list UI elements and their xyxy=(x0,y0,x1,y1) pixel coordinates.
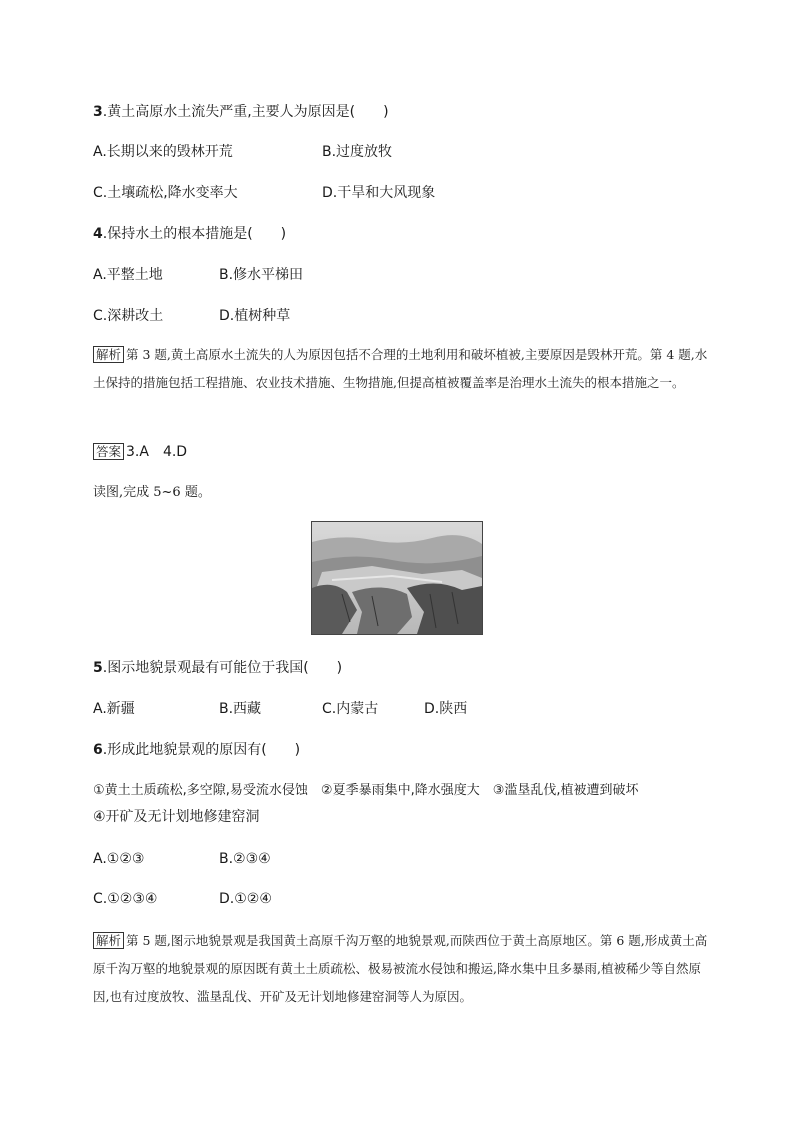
option-c: C.内蒙古 xyxy=(322,701,379,717)
option-d: D.陕西 xyxy=(424,701,468,717)
option-c: C.深耕改土 xyxy=(93,308,164,324)
option-b: B.修水平梯田 xyxy=(219,267,304,283)
question-6-items-line-2: ④开矿及无计划地修建窑洞 xyxy=(93,809,260,825)
question-6-items-line-1: ①黄土土质疏松,多空隙,易受流水侵蚀 ②夏季暴雨集中,降水强度大 ③滥垦乱伐,植被遭到破坏 xyxy=(93,783,639,798)
answer-tag: 答案 xyxy=(93,443,124,460)
explanation-tag: 解析 xyxy=(93,346,124,363)
question-4 xyxy=(93,225,286,243)
question-5 xyxy=(93,659,342,677)
option-b: B.西藏 xyxy=(219,701,262,717)
question-number: 5 xyxy=(93,660,103,676)
option-c: C.土壤疏松,降水变率大 xyxy=(93,185,238,201)
option-b: B.②③④ xyxy=(219,851,271,867)
explanation-tag: 解析 xyxy=(93,932,124,949)
option-a: A.①②③ xyxy=(93,851,145,867)
explanation-5-6 xyxy=(93,927,708,1011)
question-number: 4 xyxy=(93,226,103,242)
option-a: A.新疆 xyxy=(93,701,135,717)
answer-text: 3.A 4.D xyxy=(126,444,188,460)
option-d: D.干旱和大风现象 xyxy=(322,185,436,201)
question-number: 6 xyxy=(93,742,103,758)
option-d: D.①②④ xyxy=(219,891,272,907)
question-3 xyxy=(93,103,389,121)
option-a: A.长期以来的毁林开荒 xyxy=(93,144,233,160)
question-6 xyxy=(93,741,300,759)
explanation-text: 第 3 题,黄土高原水土流失的人为原因包括不合理的土地利用和破坏植被,主要原因是毁林开荒。第 4 题,水土保持的措施包括工程措施、农业技术措施、生物措施,但提高植被覆盖率是治理水土流失的根本措施之一。 xyxy=(93,347,708,390)
option-b: B.过度放牧 xyxy=(322,144,393,160)
option-c: C.①②③④ xyxy=(93,891,158,907)
reading-instruction: 读图,完成 5~6 题。 xyxy=(93,485,211,500)
explanation-text: 第 5 题,图示地貌景观是我国黄土高原千沟万壑的地貌景观,而陕西位于黄土高原地区。第 6 题,形成黄土高原千沟万壑的地貌景观的原因既有黄土土质疏松、极易被流水侵蚀和搬运,降水集中且多暴雨,植被稀少等自然原因,也有过度放牧、滥垦乱伐、开矿及无计划地修建窑洞等人为原因。 xyxy=(93,933,708,1004)
option-a: A.平整土地 xyxy=(93,267,163,283)
loess-plateau-photo xyxy=(311,521,483,635)
question-stem: .保持水土的根本措施是( ) xyxy=(102,226,287,242)
question-stem: .黄土高原水土流失严重,主要人为原因是( ) xyxy=(102,104,389,120)
explanation-3-4 xyxy=(93,341,708,397)
option-d: D.植树种草 xyxy=(219,308,291,324)
answer-3-4 xyxy=(93,443,187,461)
question-number: 3 xyxy=(93,104,103,120)
question-stem: .形成此地貌景观的原因有( ) xyxy=(102,742,301,758)
question-stem: .图示地貌景观最有可能位于我国( ) xyxy=(102,660,343,676)
